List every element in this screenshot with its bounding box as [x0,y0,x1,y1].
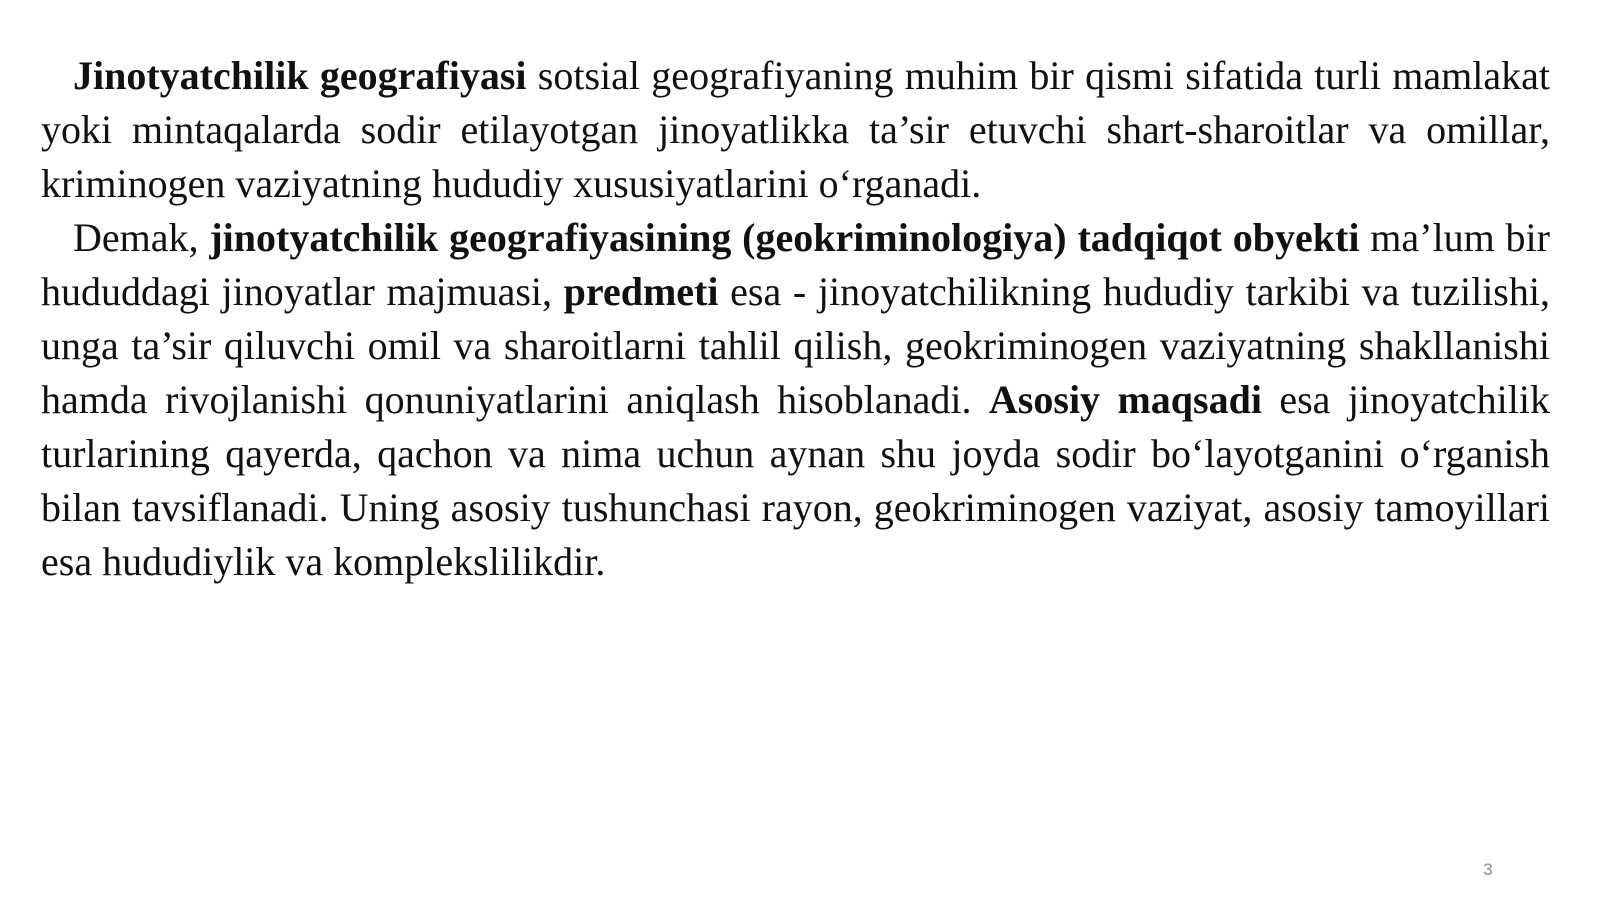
subject-description-text: esa - jinoyatchilikning hududiy tarkibi va tuzilishi, unga ta’sir qiluvchi omil va sharoitlarni tahlil qilish, geokriminogen vaziyatning shakllanishi hamda rivojlanishi qonuniyatlarini aniqlash hisoblanadi. [41,269,1550,422]
term-asosiy-maqsadi: Asosiy maqsadi [988,377,1262,422]
term-jinotyatchilik-geografiyasi: Jinotyatchilik geografiyasi [73,53,527,98]
paragraph-intro-text: Demak, [73,215,210,260]
page-number: 3 [1483,860,1493,879]
paragraph-definition [41,49,1550,211]
term-research-object: jinotyatchilik geografiyasining (geokriminologiya) tadqiqot obyekti [209,215,1360,260]
term-predmeti: predmeti [563,269,719,314]
goal-description-text: esa jinoyatchilik turlarining qayerda, qachon va nima uchun aynan shu joyda sodir bo‘layotganini o‘rganish bilan tavsiflanadi. Uning asosiy tushunchasi rayon, geokriminogen vaziyat, asosiy tamoyillari esa hududiylik va komplekslilikdir. [41,377,1551,584]
paragraph-definition-text: sotsial geografiyaning muhim bir qismi sifatida turli mamlakat yoki mintaqalarda sodir etilayotgan jinoyatlikka ta’sir etuvchi shart-sharoitlar va omillar, kriminogen vaziyatning hududiy xususiyatlarini o‘rganadi. [41,53,1550,206]
paragraph-object-subject [41,211,1550,589]
object-description-text: ma’lum bir hududdagi jinoyatlar majmuasi, [41,215,1550,314]
text-body [41,49,1550,589]
